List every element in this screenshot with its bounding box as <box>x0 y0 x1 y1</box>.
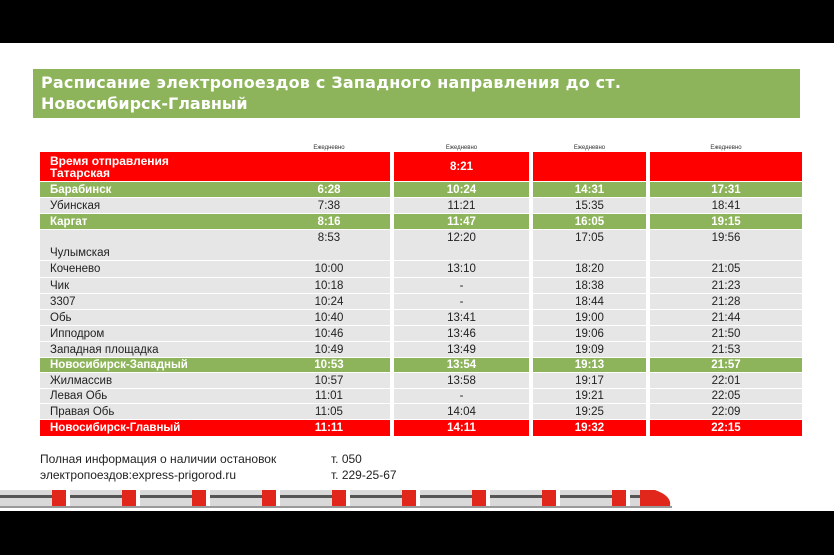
station-time: 7:38 <box>268 197 390 213</box>
daily-label: Ежедневно <box>394 141 529 151</box>
station-row <box>40 419 802 436</box>
footer-info-line-1: Полная информация о наличии остановок <box>40 452 277 466</box>
station-name: 3307 <box>40 293 268 309</box>
station-time: 13:54 <box>394 357 529 372</box>
station-time: 18:38 <box>533 277 646 293</box>
station-time: 6:28 <box>268 181 390 197</box>
train-door <box>402 490 418 506</box>
station-name: Правая Обь <box>40 403 268 419</box>
train-nose <box>640 490 670 506</box>
station-time: 21:23 <box>650 277 802 293</box>
train-illustration <box>0 486 672 510</box>
train-door <box>472 490 488 506</box>
car-gap <box>416 490 420 506</box>
station-time: 19:06 <box>533 325 646 341</box>
departure-label-line-1: Время отправления <box>50 153 169 168</box>
station-time: 19:32 <box>533 419 646 436</box>
train-door <box>612 490 628 506</box>
station-name: Новосибирск-Западный <box>40 357 268 372</box>
car-gap <box>66 490 70 506</box>
station-row <box>40 309 802 325</box>
station-time: 13:58 <box>394 372 529 388</box>
station-time: 14:31 <box>533 181 646 197</box>
station-time: 18:20 <box>533 260 646 277</box>
station-row <box>40 403 802 419</box>
car-gap <box>486 490 490 506</box>
station-row <box>40 293 802 309</box>
daily-label-row <box>40 141 802 151</box>
car-gap <box>556 490 560 506</box>
daily-label: Ежедневно <box>533 141 646 151</box>
station-time: 10:40 <box>268 309 390 325</box>
station-time: 19:13 <box>533 357 646 372</box>
title-line-1: Расписание электропоездов с Западного направления до ст. <box>41 73 622 92</box>
station-time: 11:11 <box>268 419 390 436</box>
departure-time: 8:21 <box>394 151 529 181</box>
station-name: Чулымская <box>40 229 268 260</box>
station-time: 8:16 <box>268 213 390 229</box>
station-time: 19:15 <box>650 213 802 229</box>
station-name: Жилмассив <box>40 372 268 388</box>
daily-label: Ежедневно <box>268 141 390 151</box>
footer-info-line-2: электропоездов:express-prigorod.ru <box>40 468 237 482</box>
train-door <box>52 490 68 506</box>
station-name: Убинская <box>40 197 268 213</box>
station-time: 10:57 <box>268 372 390 388</box>
station-time: - <box>394 277 529 293</box>
station-time: 13:10 <box>394 260 529 277</box>
station-time: 14:11 <box>394 419 529 436</box>
station-name: Обь <box>40 309 268 325</box>
car-gap <box>136 490 140 506</box>
train-door <box>542 490 558 506</box>
station-row <box>40 213 802 229</box>
station-time: 12:20 <box>394 229 529 260</box>
car-gap <box>206 490 210 506</box>
station-time: 22:15 <box>650 419 802 436</box>
station-time: 13:49 <box>394 341 529 357</box>
station-row <box>40 277 802 293</box>
station-time: 10:18 <box>268 277 390 293</box>
station-time: 8:53 <box>268 229 390 260</box>
station-time: 11:05 <box>268 403 390 419</box>
schedule-table <box>40 141 802 436</box>
station-time: 13:41 <box>394 309 529 325</box>
station-name: Новосибирск-Главный <box>40 419 268 436</box>
title-line-2: Новосибирск-Главный <box>41 94 248 113</box>
station-time: 18:41 <box>650 197 802 213</box>
station-time: 10:24 <box>268 293 390 309</box>
station-time: 10:49 <box>268 341 390 357</box>
station-row <box>40 372 802 388</box>
train-door <box>262 490 278 506</box>
station-name: Левая Обь <box>40 388 268 403</box>
station-time: 17:05 <box>533 229 646 260</box>
station-time: 10:53 <box>268 357 390 372</box>
station-name: Чик <box>40 277 268 293</box>
station-time: 10:00 <box>268 260 390 277</box>
train-door <box>192 490 208 506</box>
footer-info <box>40 451 460 483</box>
station-time: 21:44 <box>650 309 802 325</box>
station-time: 16:05 <box>533 213 646 229</box>
footer-phone-1: т. 050 <box>331 452 362 466</box>
station-time: 19:25 <box>533 403 646 419</box>
station-row <box>40 260 802 277</box>
station-time: 13:46 <box>394 325 529 341</box>
station-time: 11:47 <box>394 213 529 229</box>
car-gap <box>276 490 280 506</box>
station-time: 19:17 <box>533 372 646 388</box>
station-name: Западная площадка <box>40 341 268 357</box>
departure-time <box>533 151 646 181</box>
station-time: 21:05 <box>650 260 802 277</box>
station-time: 22:05 <box>650 388 802 403</box>
station-name: Барабинск <box>40 181 268 197</box>
station-time: 11:01 <box>268 388 390 403</box>
station-time: 22:01 <box>650 372 802 388</box>
station-time: 11:21 <box>394 197 529 213</box>
station-row <box>40 181 802 197</box>
station-name: Коченево <box>40 260 268 277</box>
departure-time <box>268 151 390 181</box>
station-time: 21:53 <box>650 341 802 357</box>
station-time: 19:56 <box>650 229 802 260</box>
station-time: 19:00 <box>533 309 646 325</box>
departure-label-line-2: Татарская <box>50 165 110 180</box>
station-time: 14:04 <box>394 403 529 419</box>
station-time: 10:24 <box>394 181 529 197</box>
station-time: 15:35 <box>533 197 646 213</box>
car-gap <box>626 490 630 506</box>
title-bar <box>33 69 800 118</box>
station-time: 21:28 <box>650 293 802 309</box>
station-time: 22:09 <box>650 403 802 419</box>
train-rail <box>0 506 672 508</box>
station-time: - <box>394 293 529 309</box>
station-row <box>40 341 802 357</box>
departure-row <box>40 151 802 181</box>
departure-label <box>40 151 268 181</box>
daily-label: Ежедневно <box>650 141 802 151</box>
footer-phone-2: т. 229-25-67 <box>331 468 397 482</box>
station-time: 21:50 <box>650 325 802 341</box>
station-row <box>40 388 802 403</box>
station-time: 10:46 <box>268 325 390 341</box>
departure-time <box>650 151 802 181</box>
car-gap <box>346 490 350 506</box>
schedule-slide <box>0 43 834 511</box>
station-name: Ипподром <box>40 325 268 341</box>
station-row <box>40 229 802 260</box>
station-time: 18:44 <box>533 293 646 309</box>
station-row <box>40 357 802 372</box>
station-row <box>40 325 802 341</box>
station-time: - <box>394 388 529 403</box>
station-name: Каргат <box>40 213 268 229</box>
station-time: 19:09 <box>533 341 646 357</box>
station-time: 17:31 <box>650 181 802 197</box>
train-door <box>332 490 348 506</box>
train-door <box>122 490 138 506</box>
station-time: 19:21 <box>533 388 646 403</box>
station-time: 21:57 <box>650 357 802 372</box>
station-row <box>40 197 802 213</box>
